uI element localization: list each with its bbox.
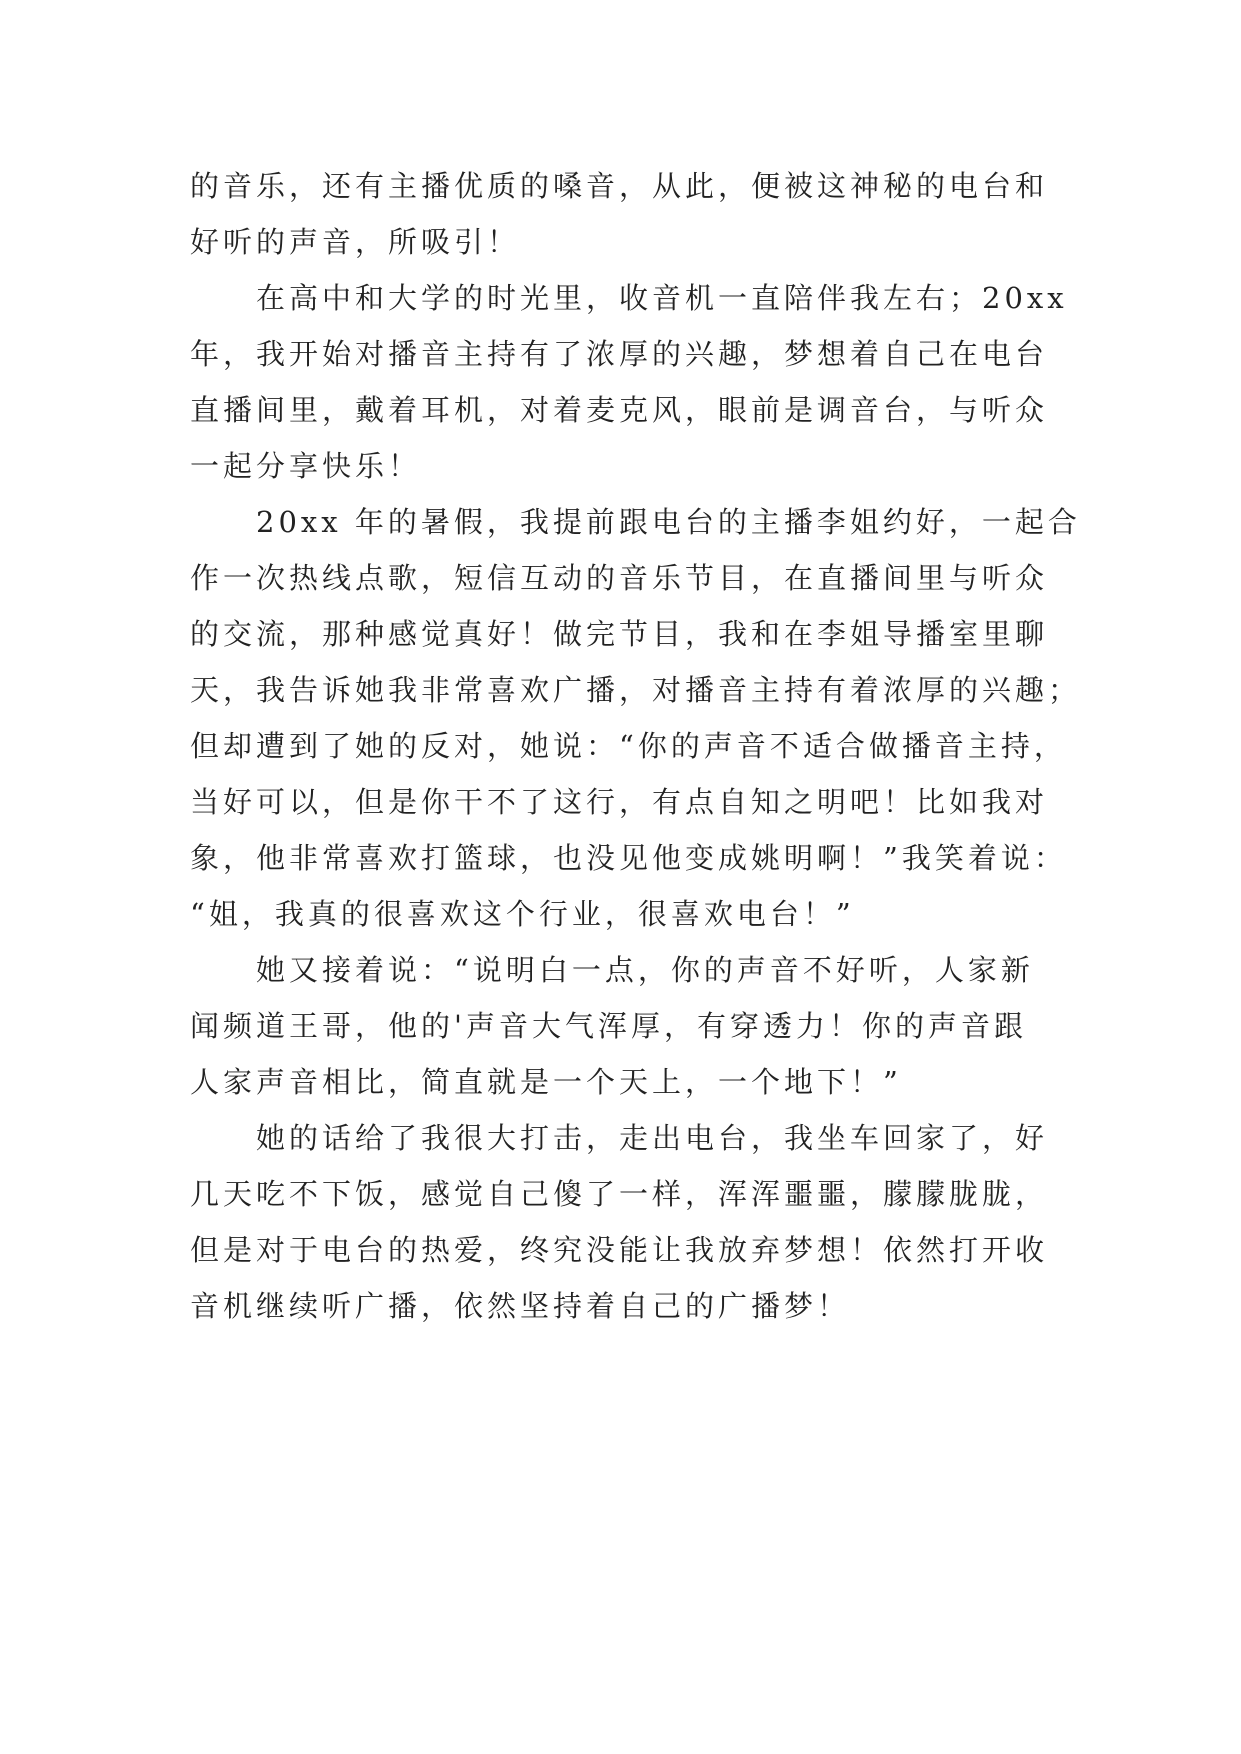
text-line: 她又接着说：“说明白一点，你的声音不好听，人家新 — [190, 953, 1034, 987]
text-line: 但是对于电台的热爱，终究没能让我放弃梦想！依然打开收 — [190, 1233, 1049, 1267]
text-line: 天，我告诉她我非常喜欢广播，对播音主持有着浓厚的兴趣； — [190, 673, 1082, 707]
text-line: 音机继续听广播，依然坚持着自己的广播梦！ — [190, 1289, 851, 1323]
text-line: 的交流，那种感觉真好！做完节目，我和在李姐导播室里聊 — [190, 617, 1049, 651]
text-line: 的音乐，还有主播优质的嗓音，从此，便被这神秘的电台和 — [190, 169, 1049, 203]
text-line: 当好可以，但是你干不了这行，有点自知之明吧！比如我对 — [190, 785, 1049, 819]
text-line: 直播间里，戴着耳机，对着麦克风，眼前是调音台，与听众 — [190, 393, 1049, 427]
text-line: 作一次热线点歌，短信互动的音乐节目，在直播间里与听众 — [190, 561, 1049, 595]
text-line: 好听的声音，所吸引！ — [190, 225, 521, 259]
text-line: 一起分享快乐！ — [190, 449, 422, 483]
text-line: 她的话给了我很大打击，走出电台，我坐车回家了，好 — [190, 1121, 1049, 1155]
text-line: 闻频道王哥，他的'声音大气浑厚，有穿透力！你的声音跟 — [190, 1009, 1027, 1043]
text-line: 但却遭到了她的反对，她说：“你的声音不适合做播音主持， — [190, 729, 1067, 763]
text-line: 20xx 年的暑假，我提前跟电台的主播李姐约好，一起合 — [190, 505, 1081, 539]
text-line: 人家声音相比，简直就是一个天上，一个地下！” — [190, 1065, 902, 1099]
text-line: 几天吃不下饭，感觉自己傻了一样，浑浑噩噩，朦朦胧胧， — [190, 1177, 1049, 1211]
body-text — [190, 158, 1082, 1334]
text-line: 在高中和大学的时光里，收音机一直陪伴我左右；20xx — [190, 281, 1068, 315]
text-line: 象，他非常喜欢打篮球，也没见他变成姚明啊！”我笑着说： — [190, 841, 1067, 875]
text-line: “姐，我真的很喜欢这个行业，很喜欢电台！” — [190, 897, 855, 931]
text-line: 年，我开始对播音主持有了浓厚的兴趣，梦想着自己在电台 — [190, 337, 1049, 371]
